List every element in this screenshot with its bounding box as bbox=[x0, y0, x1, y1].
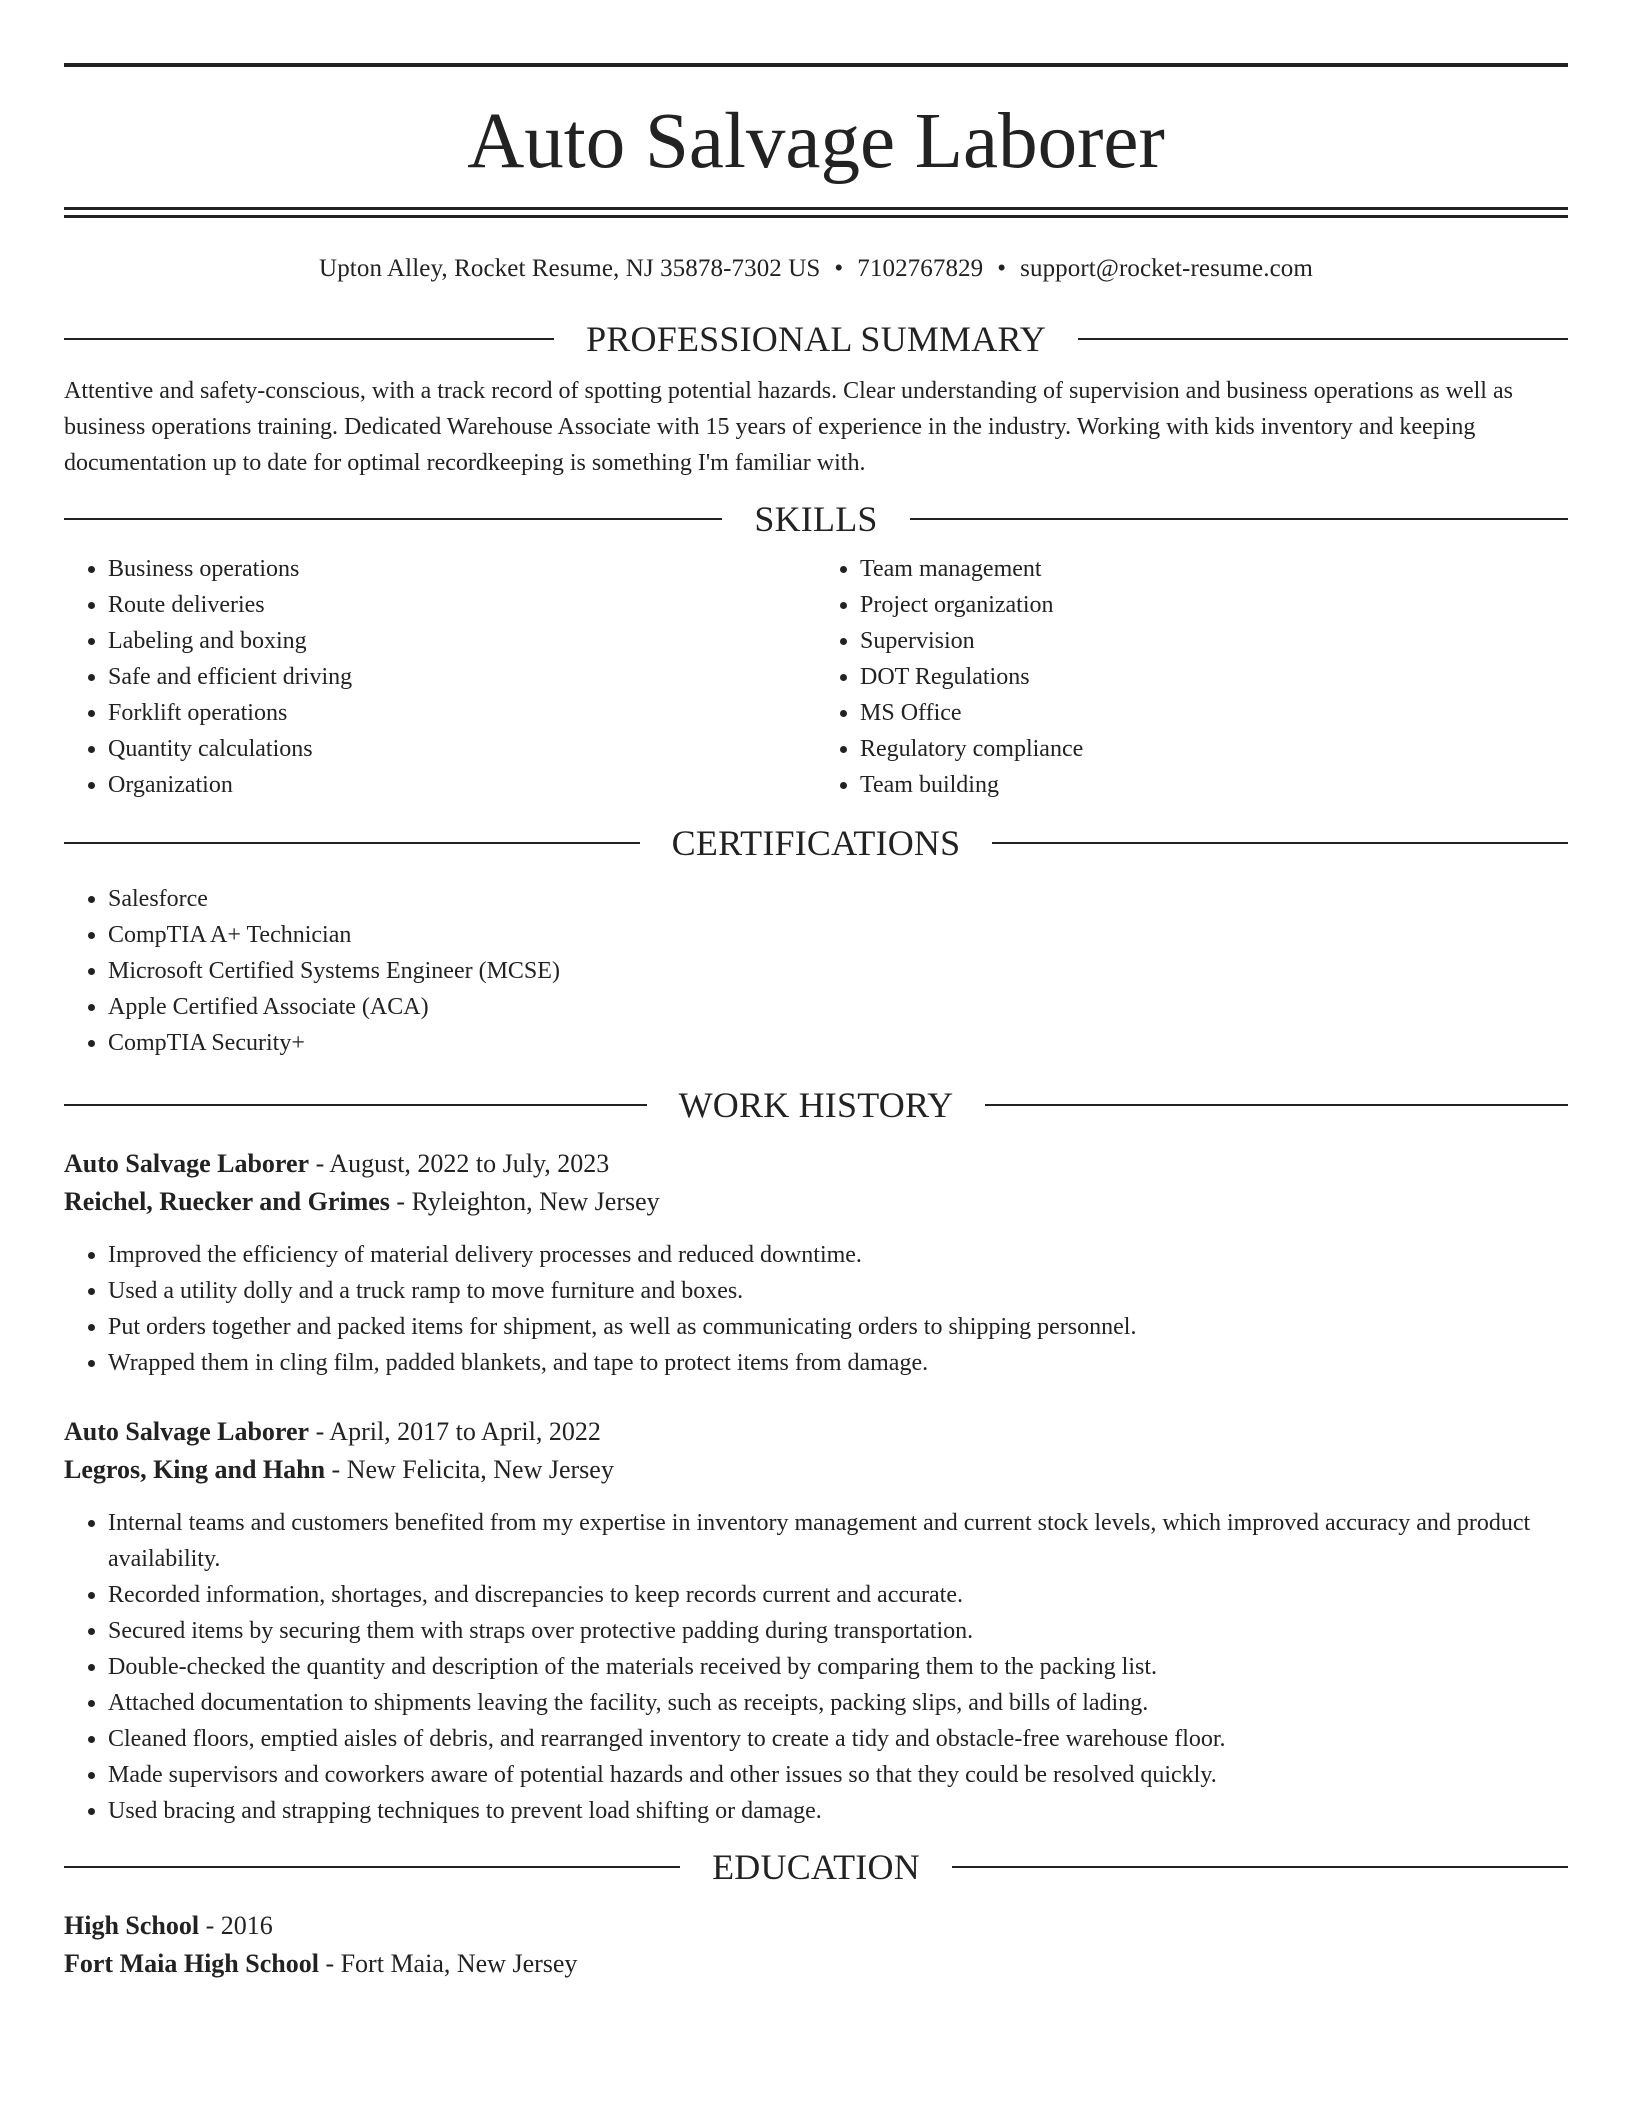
double-rule bbox=[64, 207, 1568, 218]
job-bullet: • Made supervisors and coworkers aware of potential hazards and other issues so that they could be resolved quickly. bbox=[108, 1757, 1568, 1793]
skill-item: • Project organization bbox=[860, 587, 1568, 623]
contact-separator: • bbox=[834, 255, 844, 282]
skills-column-left bbox=[64, 551, 816, 803]
job-title-line bbox=[64, 1145, 1568, 1183]
job-bullet: • Used a utility dolly and a truck ramp to move furniture and boxes. bbox=[108, 1273, 1568, 1309]
resume-title: Auto Salvage Laborer bbox=[467, 98, 1165, 185]
resume-page bbox=[64, 0, 1568, 1983]
heading-rule bbox=[992, 842, 1568, 844]
education-degree: High School bbox=[64, 1911, 200, 1940]
education-degree-line bbox=[64, 1907, 1568, 1945]
heading-rule bbox=[64, 338, 554, 340]
job-dates: - August, 2022 to July, 2023 bbox=[309, 1149, 610, 1178]
section-summary-heading bbox=[64, 317, 1568, 361]
skill-item: • Team management bbox=[860, 551, 1568, 587]
job-title: Auto Salvage Laborer bbox=[64, 1417, 310, 1446]
skill-item: • Route deliveries bbox=[108, 587, 816, 623]
skill-item: • MS Office bbox=[860, 695, 1568, 731]
job-bullet: • Wrapped them in cling film, padded blankets, and tape to protect items from damage. bbox=[108, 1345, 1568, 1381]
section-title: EDUCATION bbox=[712, 1847, 920, 1887]
job-location: - Ryleighton, New Jersey bbox=[389, 1187, 660, 1216]
skill-item: • Team building bbox=[860, 767, 1568, 803]
job-bullet: • Attached documentation to shipments leaving the facility, such as receipts, packing slips, and bills of lading. bbox=[108, 1685, 1568, 1721]
heading-rule bbox=[64, 518, 722, 520]
job-bullet: • Cleaned floors, emptied aisles of debris, and rearranged inventory to create a tidy and obstacle-free warehouse floor. bbox=[108, 1721, 1568, 1757]
job-company-line bbox=[64, 1451, 1568, 1489]
education-location: - Fort Maia, New Jersey bbox=[318, 1949, 578, 1978]
heading-rule bbox=[910, 518, 1568, 520]
section-work-heading bbox=[64, 1083, 1568, 1127]
skills-list bbox=[64, 551, 1568, 803]
job-bullet: • Put orders together and packed items for shipment, as well as communicating orders to shipping personnel. bbox=[108, 1309, 1568, 1345]
job-company: Legros, King and Hahn bbox=[64, 1455, 326, 1484]
certifications-list bbox=[64, 881, 1568, 1061]
section-education-heading bbox=[64, 1845, 1568, 1889]
job-entry bbox=[64, 1413, 1568, 1829]
job-bullet: • Recorded information, shortages, and discrepancies to keep records current and accurate. bbox=[108, 1577, 1568, 1613]
section-title: PROFESSIONAL SUMMARY bbox=[586, 319, 1046, 359]
skill-item: • Quantity calculations bbox=[108, 731, 816, 767]
certification-item: • Microsoft Certified Systems Engineer (MCSE) bbox=[108, 953, 1568, 989]
contact-phone: 7102767829 bbox=[857, 255, 984, 282]
contact-email: support@rocket-resume.com bbox=[1020, 255, 1313, 282]
skill-item: • DOT Regulations bbox=[860, 659, 1568, 695]
skill-item: • Supervision bbox=[860, 623, 1568, 659]
skill-item: • Business operations bbox=[108, 551, 816, 587]
education-school-line bbox=[64, 1945, 1568, 1983]
heading-rule bbox=[1078, 338, 1568, 340]
job-company: Reichel, Ruecker and Grimes bbox=[64, 1187, 390, 1216]
section-title: CERTIFICATIONS bbox=[671, 823, 961, 863]
job-dates: - April, 2017 to April, 2022 bbox=[309, 1417, 601, 1446]
certification-item: • Salesforce bbox=[108, 881, 1568, 917]
job-bullet: • Secured items by securing them with straps over protective padding during transportation. bbox=[108, 1613, 1568, 1649]
section-skills-heading bbox=[64, 497, 1568, 541]
skill-item: • Labeling and boxing bbox=[108, 623, 816, 659]
summary-text: Attentive and safety-conscious, with a track record of spotting potential hazards. Clear understanding of supervision and business operations as well as business operations training. Dedicated Warehouse Associate with 15 years of experience in the industry. Working with kids inventory and keeping documentation up to date for optimal recordkeeping is something I'm familiar with. bbox=[64, 378, 1513, 476]
heading-rule bbox=[985, 1104, 1568, 1106]
contact-address: Upton Alley, Rocket Resume, NJ 35878-7302 US bbox=[319, 255, 821, 282]
section-title: WORK HISTORY bbox=[678, 1085, 954, 1125]
job-bullet: • Improved the efficiency of material delivery processes and reduced downtime. bbox=[108, 1237, 1568, 1273]
skill-item: • Forklift operations bbox=[108, 695, 816, 731]
heading-rule bbox=[952, 1866, 1568, 1868]
section-certifications-heading bbox=[64, 821, 1568, 865]
job-company-line bbox=[64, 1183, 1568, 1221]
certification-item: • CompTIA A+ Technician bbox=[108, 917, 1568, 953]
certification-item: • Apple Certified Associate (ACA) bbox=[108, 989, 1568, 1025]
heading-rule bbox=[64, 1104, 647, 1106]
section-title: SKILLS bbox=[754, 499, 878, 539]
skills-column-right bbox=[816, 551, 1568, 803]
top-rule bbox=[64, 63, 1568, 67]
skill-item: • Safe and efficient driving bbox=[108, 659, 816, 695]
skill-item: • Organization bbox=[108, 767, 816, 803]
job-title-line bbox=[64, 1413, 1568, 1451]
job-bullet: • Internal teams and customers benefited from my expertise in inventory management and current stock levels, which improved accuracy and product availability. bbox=[108, 1505, 1568, 1577]
education-year: - 2016 bbox=[199, 1911, 273, 1940]
heading-rule bbox=[64, 1866, 680, 1868]
job-bullet: • Double-checked the quantity and description of the materials received by comparing them to the packing list. bbox=[108, 1649, 1568, 1685]
education-school: Fort Maia High School bbox=[64, 1949, 319, 1978]
heading-rule bbox=[64, 842, 640, 844]
certification-item: • CompTIA Security+ bbox=[108, 1025, 1568, 1061]
job-title: Auto Salvage Laborer bbox=[64, 1149, 310, 1178]
skill-item: • Regulatory compliance bbox=[860, 731, 1568, 767]
contact-separator: • bbox=[997, 255, 1007, 282]
contact-line bbox=[64, 253, 1568, 285]
job-bullets bbox=[64, 1237, 1568, 1381]
job-bullets bbox=[64, 1505, 1568, 1829]
job-bullet: • Used bracing and strapping techniques to prevent load shifting or damage. bbox=[108, 1793, 1568, 1829]
education-entry bbox=[64, 1907, 1568, 1983]
job-entry bbox=[64, 1145, 1568, 1381]
job-location: - New Felicita, New Jersey bbox=[325, 1455, 614, 1484]
